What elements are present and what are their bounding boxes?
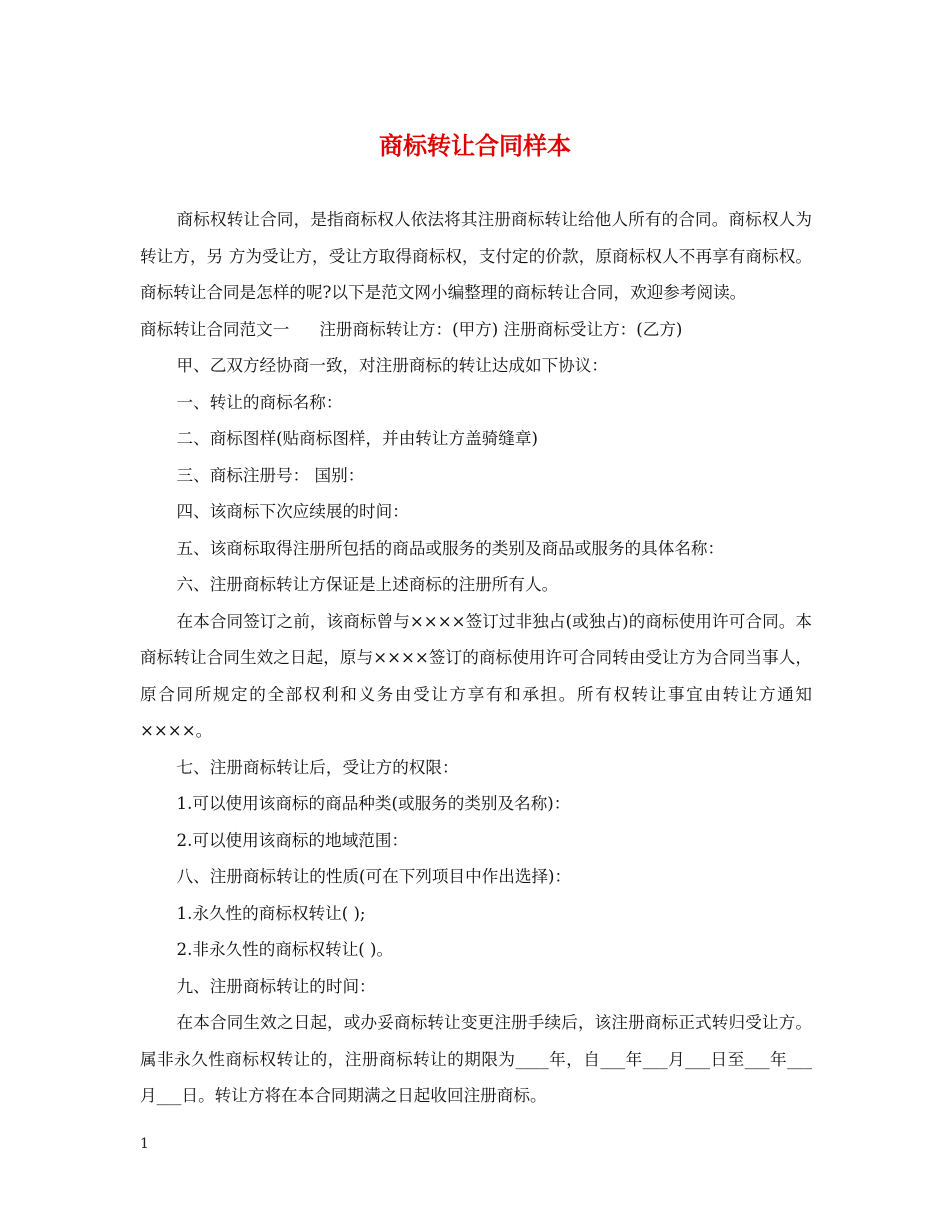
clause-9-detail: 在本合同生效之日起，或办妥商标转让变更注册手续后，该注册商标正式转归受让方。 属非永久性商标权转让的，注册商标转让的期限为____年，自___年___月___日至___年___月___日。转让方将在本合同期满之日起收回注册商标。 [140,1013,812,1105]
clause-9: 九、注册商标转让的时间： [176,976,376,996]
contract-header [140,312,812,349]
clause-1: 一、转让的商标名称： [176,392,343,412]
clause-agreement: 甲、乙双方经协商一致，对注册商标的转让达成如下协议： [176,356,608,375]
clause-7-item-2: 2.可以使用该商标的地域范围： [176,830,409,850]
contract-parties: 注册商标转让方：(甲方) 注册商标受让方：(乙方) [319,319,683,339]
clause-7-item-1: 1.可以使用该商标的商品种类(或服务的类别及名称)： [176,794,571,813]
clause-5: 五、该商标取得注册所包括的商品或服务的类别及商品或服务的具体名称： [176,538,725,558]
intro-paragraph: 商标权转让合同，是指商标权人依法将其注册商标转让给他人所有的合同。商标权人为转让方，另 方为受让方，受让方取得商标权，支付定的价款，原商标权人不再享有商标权。商标转让合同是怎样的呢?以下是范文网小编整理的商标转让合同，欢迎参考阅读。 [140,210,812,302]
clause-6: 六、注册商标转让方保证是上述商标的注册所有人。 [176,575,559,594]
page-number: 1 [140,1136,149,1152]
clause-8: 八、注册商标转让的性质(可在下列项目中作出选择)： [176,867,572,886]
clause-8-item-1: 1.永久性的商标权转让( ); [176,903,366,923]
contract-heading: 商标转让合同范文一 [140,319,290,339]
clause-8-item-2: 2.非永久性的商标权转让( )。 [176,940,394,959]
clause-3: 三、商标注册号： 国别： [176,465,365,485]
document-title: 商标转让合同样本 [379,132,571,160]
clause-4: 四、该商标下次应续展的时间： [176,502,409,521]
document-body [140,202,812,1115]
clause-6-detail: 在本合同签订之前，该商标曾与××××签订过非独占(或独占)的商标使用许可合同。本商标转让合同生效之日起，原与××××签订的商标使用许可合同转由受让方为合同当事人，原合同所规定的全部权利和义务由受让方享有和承担。所有权转让事宜由转让方通知××××。 [140,611,812,740]
clause-2: 二、商标图样(贴商标图样，并由转让方盖骑缝章) [176,429,538,448]
clause-7: 七、注册商标转让后，受让方的权限： [176,757,459,777]
